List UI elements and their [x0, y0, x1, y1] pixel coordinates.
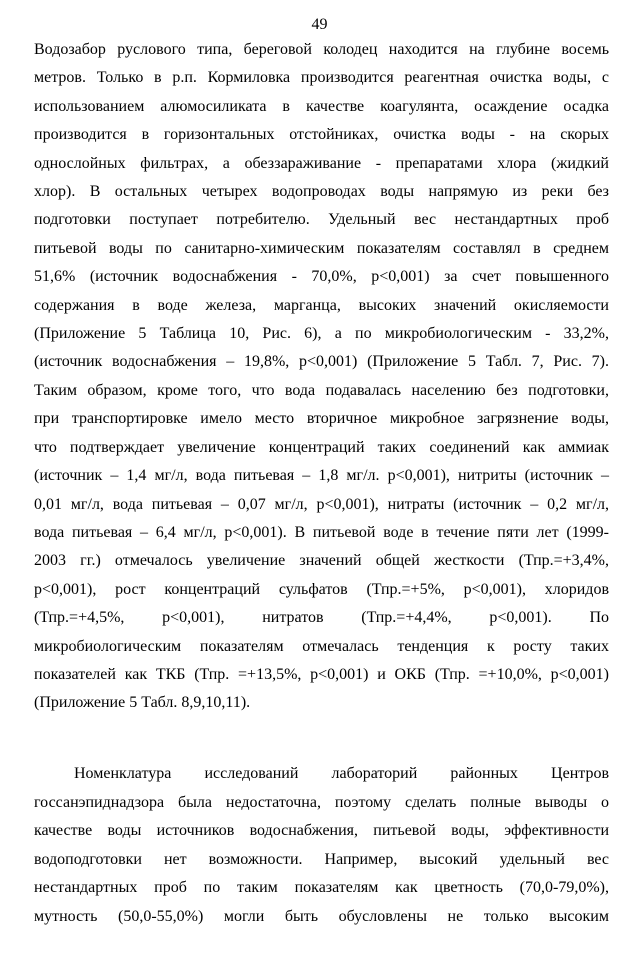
text-line: производится в горизонтальных отстойниках, очистка воды - на скорых: [34, 126, 609, 144]
text-line: водоподготовки нет возможности. Например, высокий удельный вес: [34, 850, 609, 868]
text-line: Таким образом, кроме того, что вода подавалась населению без подготовки,: [34, 381, 609, 399]
text-line: 51,6% (источник водоснабжения - 70,0%, р<0,001) за счет повышенного: [34, 268, 609, 286]
paragraph-1: [34, 36, 609, 718]
text-line: качестве воды источников водоснабжения, питьевой воды, эффективности: [34, 822, 609, 840]
text-line: питьевой воды по санитарно-химическим показателям составлял в среднем: [34, 239, 609, 257]
paragraph-2: [34, 760, 609, 932]
text-line: Водозабор руслового типа, береговой колодец находится на глубине восемь: [34, 41, 609, 58]
text-line: при транспортировке имело место вторичное микробное загрязнение воды,: [34, 410, 609, 428]
text-line: хлор). В остальных четырех водопроводах воды напрямую из реки без: [34, 183, 609, 201]
text-line: (Приложение 5 Таблица 10, Рис. 6), а по микробиологическим - 33,2%,: [34, 325, 609, 343]
text-line: госсанэпиднадзора была недостаточна, поэтому сделать полные выводы о: [34, 793, 609, 811]
text-line: микробиологическим показателям отмечалась тенденция к росту таких: [34, 637, 609, 655]
text-line: вода питьевая – 6,4 мг/л, р<0,001). В питьевой воде в течение пяти лет (1999-: [34, 523, 609, 541]
text-line: (Приложение 5 Табл. 8,9,10,11).: [34, 694, 251, 712]
text-line: однослойных фильтрах, а обеззараживание - препаратами хлора (жидкий: [34, 154, 609, 172]
text-line: (Тпр.=+4,5%, р<0,001), нитратов (Тпр.=+4,4%, р<0,001). По: [34, 609, 609, 627]
text-line: метров. Только в р.п. Кормиловка производится реагентная очистка воды, с: [34, 69, 609, 87]
text-line: использованием алюмосиликата в качестве коагулянта, осаждение осадка: [34, 97, 609, 115]
text-line: 2003 гг.) отмечалось увеличение значений общей жесткости (Тпр.=+3,4%,: [34, 552, 609, 570]
text-line: что подтверждает увеличение концентраций таких соединений как аммиак: [34, 438, 609, 456]
text-line: (источник – 1,4 мг/л, вода питьевая – 1,8 мг/л. р<0,001), нитриты (источник –: [34, 467, 609, 485]
text-line: Номенклатура исследований лабораторий районных Центров: [74, 765, 609, 782]
text-line: мутность (50,0-55,0%) могли быть обусловлены не только высоким: [34, 907, 609, 925]
text-line: нестандартных проб по таким показателям как цветность (70,0-79,0%),: [34, 879, 609, 897]
text-line: подготовки поступает потребителю. Удельный вес нестандартных проб: [34, 211, 609, 229]
text-line: 0,01 мг/л, вода питьевая – 0,07 мг/л, р<0,001), нитраты (источник – 0,2 мг/л,: [34, 495, 609, 513]
text-line: р<0,001), рост концентраций сульфатов (Тпр.=+5%, р<0,001), хлоридов: [34, 580, 609, 598]
page-number: 49: [311, 16, 328, 33]
text-line: показателей как ТКБ (Тпр. =+13,5%, р<0,001) и ОКБ (Тпр. =+10,0%, р<0,001): [34, 665, 609, 683]
text-line: содержания в воде железа, марганца, высоких значений окисляемости: [34, 296, 609, 314]
text-line: (источник водоснабжения – 19,8%, р<0,001) (Приложение 5 Табл. 7, Рис. 7).: [34, 353, 609, 371]
